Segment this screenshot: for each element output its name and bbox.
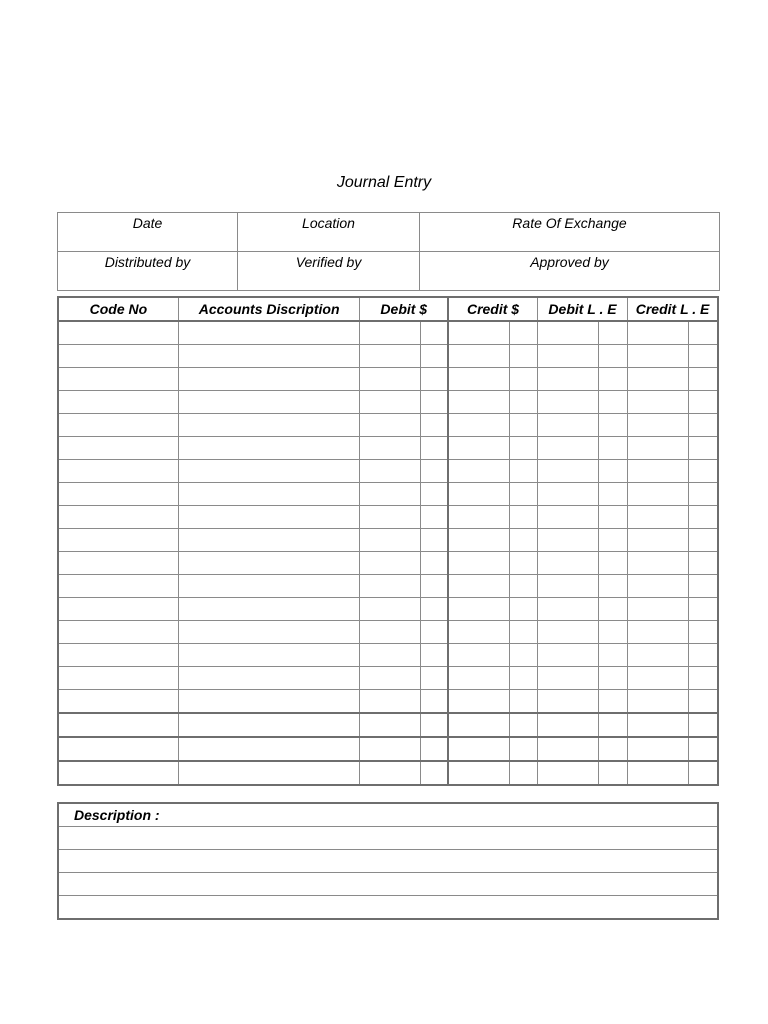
entry-cell[interactable]	[599, 690, 628, 714]
header-debit-le: Debit L . E	[537, 297, 627, 321]
entry-cell[interactable]	[178, 737, 360, 761]
entry-cell[interactable]	[509, 737, 537, 761]
entry-cell[interactable]	[689, 345, 718, 368]
entry-cell[interactable]	[448, 368, 509, 391]
entry-cell[interactable]	[360, 414, 420, 437]
entry-cell[interactable]	[509, 690, 537, 714]
entry-cell[interactable]	[448, 644, 509, 667]
entry-cell[interactable]	[360, 644, 420, 667]
entry-cell[interactable]	[689, 552, 718, 575]
entry-cell[interactable]	[178, 414, 360, 437]
entry-cell[interactable]	[420, 506, 448, 529]
entry-cell[interactable]	[58, 690, 178, 714]
entry-cell[interactable]	[599, 737, 628, 761]
entry-cell[interactable]	[628, 529, 689, 552]
description-box	[57, 802, 719, 920]
entry-cell[interactable]	[599, 483, 628, 506]
entry-cell[interactable]	[628, 713, 689, 737]
entry-cell[interactable]	[599, 368, 628, 391]
entry-cell[interactable]	[537, 761, 598, 785]
header-accounts-description: Accounts Discription	[178, 297, 360, 321]
description-line	[58, 827, 718, 850]
entry-cell[interactable]	[178, 483, 360, 506]
entry-cell[interactable]	[448, 529, 509, 552]
entry-cell[interactable]	[178, 621, 360, 644]
entry-cell[interactable]	[599, 644, 628, 667]
table-row	[58, 621, 718, 644]
entry-cell[interactable]	[360, 761, 420, 785]
entry-cell[interactable]	[628, 575, 689, 598]
header-info-table	[57, 212, 720, 291]
table-row	[58, 575, 718, 598]
entry-cell[interactable]	[599, 437, 628, 460]
description-line-cell[interactable]	[58, 850, 718, 873]
description-line	[58, 896, 718, 920]
entry-cell[interactable]	[509, 345, 537, 368]
entry-cell[interactable]	[58, 621, 178, 644]
header-credit-le: Credit L . E	[628, 297, 718, 321]
entry-cell[interactable]	[537, 414, 598, 437]
entry-cell[interactable]	[628, 483, 689, 506]
entry-cell[interactable]	[420, 598, 448, 621]
entry-cell[interactable]	[599, 552, 628, 575]
entry-cell[interactable]	[689, 761, 718, 785]
description-line	[58, 873, 718, 896]
table-row	[58, 598, 718, 621]
entry-cell[interactable]	[448, 321, 509, 345]
entry-cell[interactable]	[537, 552, 598, 575]
entry-cell[interactable]	[178, 391, 360, 414]
entry-cell[interactable]	[537, 713, 598, 737]
entry-cell[interactable]	[178, 575, 360, 598]
entry-cell[interactable]	[58, 460, 178, 483]
entry-cell[interactable]	[360, 368, 420, 391]
entry-cell[interactable]	[599, 321, 628, 345]
entry-cell[interactable]	[58, 506, 178, 529]
entry-cell[interactable]	[689, 321, 718, 345]
entry-cell[interactable]	[448, 460, 509, 483]
entry-cell[interactable]	[599, 345, 628, 368]
entry-cell[interactable]	[537, 621, 598, 644]
entry-cell[interactable]	[599, 667, 628, 690]
entry-cell[interactable]	[420, 529, 448, 552]
entry-cell[interactable]	[360, 552, 420, 575]
entry-cell[interactable]	[360, 460, 420, 483]
entry-cell[interactable]	[448, 667, 509, 690]
entry-cell[interactable]	[509, 391, 537, 414]
entry-cell[interactable]	[58, 483, 178, 506]
ledger-rows	[58, 321, 718, 785]
entry-cell[interactable]	[509, 598, 537, 621]
entry-cell[interactable]	[537, 737, 598, 761]
entry-cell[interactable]	[628, 506, 689, 529]
header-credit-usd: Credit $	[448, 297, 537, 321]
entry-cell[interactable]	[628, 598, 689, 621]
entry-cell[interactable]	[448, 391, 509, 414]
table-row	[58, 761, 718, 785]
entry-cell[interactable]	[689, 737, 718, 761]
date-field-label: Date	[58, 213, 238, 252]
entry-cell[interactable]	[360, 575, 420, 598]
entry-cell[interactable]	[509, 644, 537, 667]
entry-cell[interactable]	[537, 345, 598, 368]
entry-cell[interactable]	[420, 690, 448, 714]
entry-cell[interactable]	[448, 483, 509, 506]
entry-cell[interactable]	[58, 321, 178, 345]
ledger-table	[57, 296, 719, 786]
entry-cell[interactable]	[360, 483, 420, 506]
table-row	[58, 529, 718, 552]
entry-cell[interactable]	[360, 345, 420, 368]
header-debit-usd: Debit $	[360, 297, 448, 321]
entry-cell[interactable]	[509, 437, 537, 460]
entry-cell[interactable]	[509, 460, 537, 483]
entry-cell[interactable]	[509, 483, 537, 506]
entry-cell[interactable]	[420, 713, 448, 737]
entry-cell[interactable]	[178, 552, 360, 575]
entry-cell[interactable]	[448, 414, 509, 437]
entry-cell[interactable]	[360, 529, 420, 552]
entry-cell[interactable]	[537, 644, 598, 667]
entry-cell[interactable]	[420, 391, 448, 414]
entry-cell[interactable]	[509, 761, 537, 785]
entry-cell[interactable]	[178, 321, 360, 345]
table-row	[58, 483, 718, 506]
table-row	[58, 345, 718, 368]
entry-cell[interactable]	[178, 644, 360, 667]
description-line-cell[interactable]	[58, 896, 718, 920]
entry-cell[interactable]	[58, 345, 178, 368]
entry-cell[interactable]	[537, 368, 598, 391]
entry-cell[interactable]	[689, 644, 718, 667]
table-row	[58, 690, 718, 714]
entry-cell[interactable]	[628, 368, 689, 391]
entry-cell[interactable]	[537, 391, 598, 414]
entry-cell[interactable]	[689, 506, 718, 529]
entry-cell[interactable]	[599, 414, 628, 437]
entry-cell[interactable]	[360, 621, 420, 644]
entry-cell[interactable]	[360, 737, 420, 761]
entry-cell[interactable]	[628, 437, 689, 460]
description-label: Description :	[58, 803, 718, 827]
entry-cell[interactable]	[689, 437, 718, 460]
rate-of-exchange-label: Rate Of Exchange	[420, 213, 720, 252]
entry-cell[interactable]	[178, 460, 360, 483]
entry-cell[interactable]	[448, 598, 509, 621]
entry-cell[interactable]	[599, 713, 628, 737]
entry-cell[interactable]	[448, 737, 509, 761]
description-line-cell[interactable]	[58, 873, 718, 896]
entry-cell[interactable]	[420, 437, 448, 460]
entry-cell[interactable]	[178, 345, 360, 368]
entry-cell[interactable]	[599, 621, 628, 644]
entry-cell[interactable]	[689, 391, 718, 414]
entry-cell[interactable]	[420, 460, 448, 483]
entry-cell[interactable]	[58, 391, 178, 414]
entry-cell[interactable]	[689, 690, 718, 714]
entry-cell[interactable]	[178, 437, 360, 460]
entry-cell[interactable]	[420, 414, 448, 437]
entry-cell[interactable]	[178, 667, 360, 690]
entry-cell[interactable]	[420, 552, 448, 575]
entry-cell[interactable]	[628, 552, 689, 575]
entry-cell[interactable]	[58, 414, 178, 437]
entry-cell[interactable]	[509, 575, 537, 598]
entry-cell[interactable]	[448, 506, 509, 529]
table-row	[58, 644, 718, 667]
entry-cell[interactable]	[689, 621, 718, 644]
entry-cell[interactable]	[537, 667, 598, 690]
entry-cell[interactable]	[360, 690, 420, 714]
entry-cell[interactable]	[537, 529, 598, 552]
entry-cell[interactable]	[420, 644, 448, 667]
entry-cell[interactable]	[448, 690, 509, 714]
entry-cell[interactable]	[420, 621, 448, 644]
header-code-no: Code No	[58, 297, 178, 321]
approved-by-label: Approved by	[420, 252, 720, 291]
entry-cell[interactable]	[448, 621, 509, 644]
location-field-label: Location	[238, 213, 420, 252]
entry-cell[interactable]	[689, 598, 718, 621]
form-title: Journal Entry	[336, 174, 432, 191]
entry-cell[interactable]	[509, 667, 537, 690]
entry-cell[interactable]	[58, 761, 178, 785]
table-row	[58, 391, 718, 414]
entry-cell[interactable]	[58, 667, 178, 690]
entry-cell[interactable]	[628, 321, 689, 345]
table-row	[58, 667, 718, 690]
entry-cell[interactable]	[448, 575, 509, 598]
entry-cell[interactable]	[537, 506, 598, 529]
entry-cell[interactable]	[628, 737, 689, 761]
entry-cell[interactable]	[689, 713, 718, 737]
entry-cell[interactable]	[509, 414, 537, 437]
entry-cell[interactable]	[360, 598, 420, 621]
entry-cell[interactable]	[509, 621, 537, 644]
entry-cell[interactable]	[689, 414, 718, 437]
entry-cell[interactable]	[58, 437, 178, 460]
entry-cell[interactable]	[628, 761, 689, 785]
distributed-by-label: Distributed by	[58, 252, 238, 291]
table-row	[58, 713, 718, 737]
entry-cell[interactable]	[628, 345, 689, 368]
table-row	[58, 506, 718, 529]
entry-cell[interactable]	[689, 575, 718, 598]
entry-cell[interactable]	[537, 321, 598, 345]
entry-cell[interactable]	[628, 414, 689, 437]
entry-cell[interactable]	[58, 737, 178, 761]
entry-cell[interactable]	[689, 483, 718, 506]
entry-cell[interactable]	[599, 761, 628, 785]
table-row	[58, 414, 718, 437]
entry-cell[interactable]	[537, 598, 598, 621]
entry-cell[interactable]	[537, 483, 598, 506]
entry-cell[interactable]	[420, 761, 448, 785]
entry-cell[interactable]	[178, 506, 360, 529]
entry-cell[interactable]	[537, 437, 598, 460]
entry-cell[interactable]	[58, 368, 178, 391]
entry-cell[interactable]	[628, 644, 689, 667]
entry-cell[interactable]	[58, 529, 178, 552]
entry-cell[interactable]	[599, 391, 628, 414]
entry-cell[interactable]	[509, 321, 537, 345]
entry-cell[interactable]	[420, 345, 448, 368]
entry-cell[interactable]	[599, 460, 628, 483]
table-row	[58, 437, 718, 460]
entry-cell[interactable]	[599, 529, 628, 552]
description-line	[58, 850, 718, 873]
table-row	[58, 737, 718, 761]
entry-cell[interactable]	[58, 713, 178, 737]
entry-cell[interactable]	[628, 667, 689, 690]
entry-cell[interactable]	[537, 460, 598, 483]
entry-cell[interactable]	[448, 761, 509, 785]
entry-cell[interactable]	[420, 321, 448, 345]
entry-cell[interactable]	[360, 506, 420, 529]
entry-cell[interactable]	[537, 575, 598, 598]
entry-cell[interactable]	[360, 321, 420, 345]
entry-cell[interactable]	[509, 713, 537, 737]
entry-cell[interactable]	[599, 506, 628, 529]
table-row	[58, 460, 718, 483]
entry-cell[interactable]	[689, 667, 718, 690]
entry-cell[interactable]	[58, 575, 178, 598]
entry-cell[interactable]	[509, 506, 537, 529]
table-row	[58, 321, 718, 345]
entry-cell[interactable]	[360, 391, 420, 414]
description-line-cell[interactable]	[58, 827, 718, 850]
entry-cell[interactable]	[178, 761, 360, 785]
entry-cell[interactable]	[599, 598, 628, 621]
entry-cell[interactable]	[178, 529, 360, 552]
entry-cell[interactable]	[509, 552, 537, 575]
entry-cell[interactable]	[420, 737, 448, 761]
entry-cell[interactable]	[360, 713, 420, 737]
entry-cell[interactable]	[628, 621, 689, 644]
entry-cell[interactable]	[689, 460, 718, 483]
entry-cell[interactable]	[360, 667, 420, 690]
entry-cell[interactable]	[178, 690, 360, 714]
table-row	[58, 368, 718, 391]
entry-cell[interactable]	[420, 575, 448, 598]
entry-cell[interactable]	[420, 483, 448, 506]
entry-cell[interactable]	[58, 552, 178, 575]
entry-cell[interactable]	[58, 644, 178, 667]
verified-by-label: Verified by	[238, 252, 420, 291]
entry-cell[interactable]	[599, 575, 628, 598]
entry-cell[interactable]	[537, 690, 598, 714]
entry-cell[interactable]	[448, 345, 509, 368]
entry-cell[interactable]	[628, 690, 689, 714]
entry-cell[interactable]	[689, 529, 718, 552]
entry-cell[interactable]	[509, 368, 537, 391]
entry-cell[interactable]	[178, 598, 360, 621]
entry-cell[interactable]	[178, 368, 360, 391]
table-row	[58, 552, 718, 575]
entry-cell[interactable]	[628, 391, 689, 414]
entry-cell[interactable]	[689, 368, 718, 391]
entry-cell[interactable]	[360, 437, 420, 460]
entry-cell[interactable]	[509, 529, 537, 552]
entry-cell[interactable]	[628, 460, 689, 483]
entry-cell[interactable]	[448, 437, 509, 460]
entry-cell[interactable]	[178, 713, 360, 737]
entry-cell[interactable]	[448, 552, 509, 575]
entry-cell[interactable]	[420, 667, 448, 690]
entry-cell[interactable]	[58, 598, 178, 621]
entry-cell[interactable]	[448, 713, 509, 737]
entry-cell[interactable]	[420, 368, 448, 391]
